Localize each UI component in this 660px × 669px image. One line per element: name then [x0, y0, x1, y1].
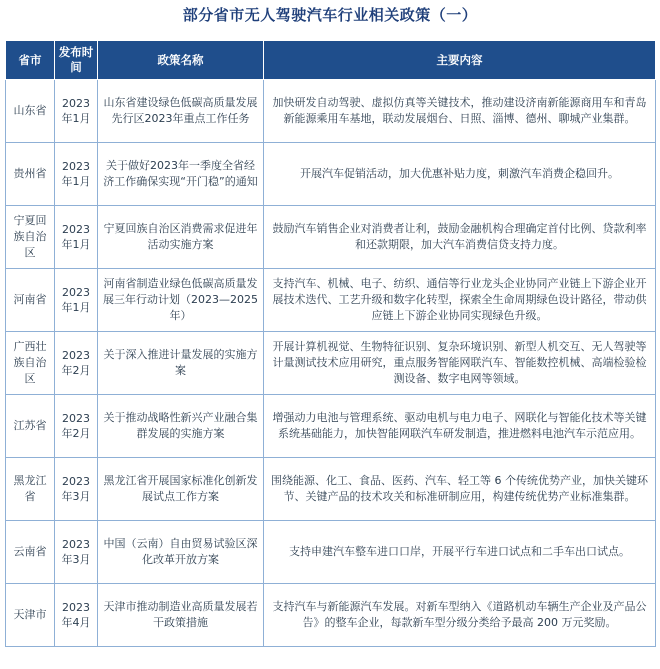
table-row	[6, 584, 656, 647]
table-row	[6, 269, 656, 332]
header-province: 省市	[6, 41, 55, 80]
cell-province: 江苏省	[6, 395, 55, 458]
cell-province: 山东省	[6, 80, 55, 143]
cell-date: 2023年4月	[55, 584, 98, 647]
cell-content: 加快研发自动驾驶、虚拟仿真等关键技术，推动建设济南新能源商用车和青岛新能源乘用车基地，联动发展烟台、日照、淄博、德州、聊城产业集群。	[264, 80, 656, 143]
table-row	[6, 206, 656, 269]
cell-policy-name: 关于深入推进计量发展的实施方案	[98, 332, 264, 395]
cell-province: 天津市	[6, 584, 55, 647]
cell-content: 支持汽车、机械、电子、纺织、通信等行业龙头企业协同产业链上下游企业开展技术迭代、工艺升级和数字化转型，探索全生命周期绿色设计路径，带动供应链上下游企业协同实现绿色升级。	[264, 269, 656, 332]
cell-policy-name: 宁夏回族自治区消费需求促进年活动实施方案	[98, 206, 264, 269]
cell-policy-name: 中国（云南）自由贸易试验区深化改革开放方案	[98, 521, 264, 584]
cell-content: 鼓励汽车销售企业对消费者让利，鼓励金融机构合理确定首付比例、贷款利率和还款期限，加大汽车消费信贷支持力度。	[264, 206, 656, 269]
cell-province: 河南省	[6, 269, 55, 332]
header-date: 发布时间	[55, 41, 98, 80]
cell-province: 黑龙江省	[6, 458, 55, 521]
cell-policy-name: 关于推动战略性新兴产业融合集群发展的实施方案	[98, 395, 264, 458]
header-content: 主要内容	[264, 41, 656, 80]
cell-date: 2023年3月	[55, 458, 98, 521]
cell-content: 开展汽车促销活动，加大优惠补贴力度，刺激汽车消费企稳回升。	[264, 143, 656, 206]
cell-content: 围绕能源、化工、食品、医药、汽车、轻工等 6 个传统优势产业，加快关键环节、关键产品的技术攻关和标准研制应用，构建传统优势产业标准集群。	[264, 458, 656, 521]
cell-policy-name: 黑龙江省开展国家标准化创新发展试点工作方案	[98, 458, 264, 521]
cell-date: 2023年3月	[55, 521, 98, 584]
table-row	[6, 80, 656, 143]
cell-policy-name: 山东省建设绿色低碳高质量发展先行区2023年重点工作任务	[98, 80, 264, 143]
cell-date: 2023年2月	[55, 332, 98, 395]
table-row	[6, 143, 656, 206]
cell-province: 云南省	[6, 521, 55, 584]
cell-date: 2023年1月	[55, 206, 98, 269]
table-row	[6, 395, 656, 458]
header-policy: 政策名称	[98, 41, 264, 80]
policy-table	[5, 40, 656, 647]
cell-content: 开展计算机视觉、生物特征识别、复杂环境识别、新型人机交互、无人驾驶等计量测试技术应用研究，重点服务智能网联汽车、智能数控机械、高端检验检测设备、数字电网等领域。	[264, 332, 656, 395]
cell-province: 广西壮族自治区	[6, 332, 55, 395]
table-row	[6, 332, 656, 395]
cell-content: 支持汽车与新能源汽车发展。对新车型纳入《道路机动车辆生产企业及产品公告》的整车企业，每款新车型分级分类给予最高 200 万元奖励。	[264, 584, 656, 647]
cell-date: 2023年2月	[55, 395, 98, 458]
cell-date: 2023年1月	[55, 80, 98, 143]
cell-date: 2023年1月	[55, 143, 98, 206]
table-row	[6, 521, 656, 584]
cell-province: 宁夏回族自治区	[6, 206, 55, 269]
cell-policy-name: 关于做好2023年一季度全省经济工作确保实现“开门稳”的通知	[98, 143, 264, 206]
cell-content: 支持申建汽车整车进口口岸，开展平行车进口试点和二手车出口试点。	[264, 521, 656, 584]
page-title: 部分省市无人驾驶汽车行业相关政策（一）	[182, 6, 478, 24]
cell-province: 贵州省	[6, 143, 55, 206]
cell-content: 增强动力电池与管理系统、驱动电机与电力电子、网联化与智能化技术等关键系统基础能力，加快智能网联汽车研发制造，推进燃料电池汽车示范应用。	[264, 395, 656, 458]
table-row	[6, 458, 656, 521]
cell-policy-name: 河南省制造业绿色低碳高质量发展三年行动计划（2023—2025年）	[98, 269, 264, 332]
cell-date: 2023年1月	[55, 269, 98, 332]
cell-policy-name: 天津市推动制造业高质量发展若干政策措施	[98, 584, 264, 647]
table-header-row	[6, 41, 656, 80]
